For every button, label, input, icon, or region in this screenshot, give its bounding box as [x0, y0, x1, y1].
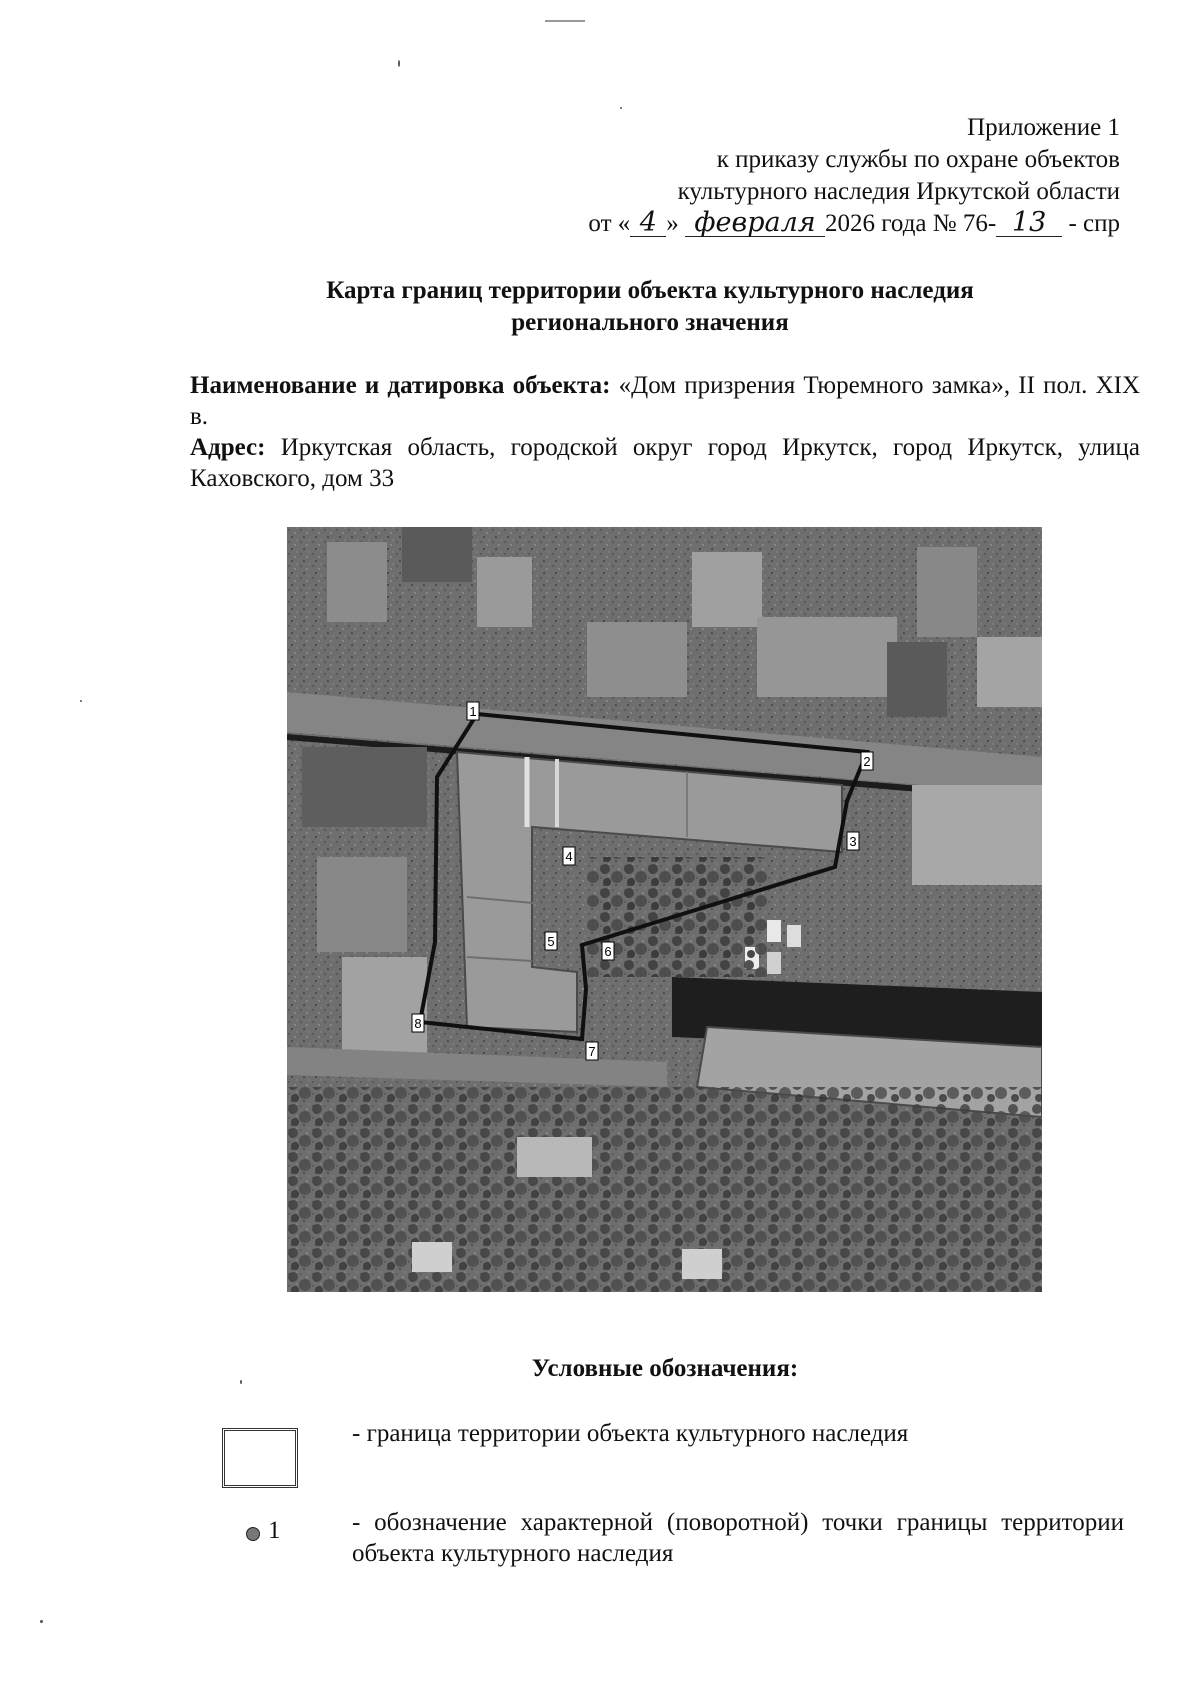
scan-speck: [620, 107, 622, 109]
point-legend-number: 1: [268, 1517, 281, 1544]
order-number: 13: [996, 210, 1062, 237]
object-address-paragraph: [190, 432, 1140, 494]
scan-speck: [40, 1620, 43, 1623]
order-suffix: - спр: [1068, 210, 1120, 237]
map-building-east: [912, 785, 1042, 885]
boundary-point-label: [602, 942, 614, 960]
appendix-number: Приложение 1: [967, 114, 1120, 141]
legend-title: Условные обозначения:: [531, 1355, 799, 1382]
object-name-label: Наименование и датировка объекта:: [190, 372, 611, 399]
boundary-point-label: [847, 832, 859, 850]
boundary-point-number: 8: [414, 1016, 422, 1031]
boundary-point-label: [563, 847, 575, 865]
page-title-line2: регионального значения: [511, 309, 789, 336]
order-day: 4: [630, 210, 666, 237]
map-building-west-2: [317, 857, 407, 952]
boundary-point-label: [412, 1014, 424, 1032]
map-trees-south: [287, 1087, 1042, 1292]
order-month: февраля: [685, 210, 825, 237]
boundary-point-number: 2: [863, 754, 871, 769]
map-building-west: [302, 747, 427, 827]
boundary-legend-swatch: [222, 1428, 298, 1488]
appendix-header: [588, 112, 1120, 240]
appendix-agency-line: культурного наследия Иркутской области: [677, 178, 1120, 205]
map-structure-south-1: [517, 1137, 592, 1177]
appendix-order-line: к приказу службы по охране объектов: [716, 146, 1120, 173]
scan-speck: [545, 20, 585, 22]
object-address-label: Адрес:: [190, 434, 266, 461]
boundary-point-number: 6: [604, 944, 612, 959]
object-info: [190, 370, 1140, 494]
boundary-point-number: 5: [547, 934, 555, 949]
order-year-number: 2026 года № 76-: [825, 210, 997, 237]
object-address-value: Иркутская область, городской округ город Иркутск, город Иркутск, улица Каховского, дом 33: [190, 434, 1141, 492]
object-name-paragraph: [190, 370, 1140, 432]
boundary-point-number: 3: [849, 834, 857, 849]
object-name-value: «Дом призрения Тюремного замка», II пол. XIX в.: [190, 372, 1141, 430]
boundary-point-number: 4: [565, 849, 573, 864]
boundary-point-label: [586, 1042, 598, 1060]
point-legend-text: - обозначение характерной (поворотной) точки границы территории объекта культурного наследия: [352, 1509, 1124, 1567]
point-marker-icon: [246, 1527, 260, 1541]
scan-speck: [80, 700, 82, 702]
order-date-line: [588, 208, 1120, 240]
boundary-point-label: [545, 932, 557, 950]
scan-speck: [398, 60, 400, 67]
page-title-line1: Карта границ территории объекта культурного наследия: [326, 277, 974, 304]
map-structure-south-3: [682, 1249, 722, 1279]
order-date-prefix: от «: [588, 210, 631, 237]
order-date-quote: »: [666, 210, 679, 237]
boundary-point-number: 7: [588, 1044, 596, 1059]
page-title: [180, 275, 1120, 339]
boundary-point-label: [861, 752, 873, 770]
boundary-legend-text: - граница территории объекта культурного наследия: [352, 1420, 909, 1447]
boundary-point-label: [467, 702, 479, 720]
satellite-map: [287, 527, 1042, 1292]
satellite-map-svg: [287, 527, 1042, 1292]
boundary-point-number: 1: [469, 704, 477, 719]
map-structure-south-2: [412, 1242, 452, 1272]
